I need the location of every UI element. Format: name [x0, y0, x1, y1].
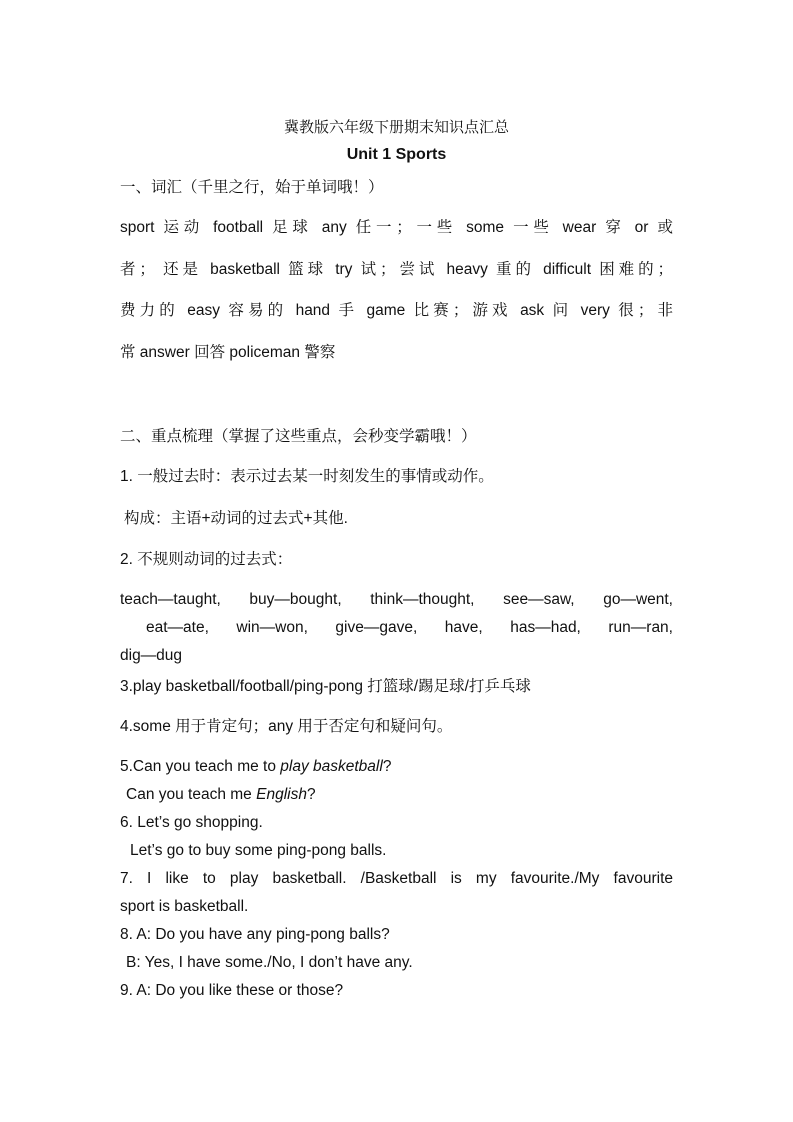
point-6: 6. Let’s go shopping. [120, 814, 263, 831]
point-8-answer: B: Yes, I have some./No, I don’t have any. [126, 954, 413, 971]
document-title: 冀教版六年级下册期末知识点汇总 [283, 118, 509, 136]
vocab-line-4: 常 answer 回答 policeman 警察 [120, 344, 336, 361]
point-9: 9. A: Do you like these or those? [120, 982, 344, 999]
verbs-line-2: eat—ate, win—won, give—gave, have, has—had, run—ran, [146, 619, 673, 636]
points-heading: 二、重点梳理（掌握了这些重点，会秒变学霸哦！） [120, 427, 477, 445]
point-5 [120, 757, 673, 777]
point-7-line-1: 7. I like to play basketball. /Basketball is my favourite./My favourite [120, 870, 673, 887]
point-5b-text: Can you teach me [126, 786, 257, 803]
point-7-line-2: sport is basketball. [120, 898, 249, 915]
vocab-line-2: 者； 还是 basketball 篮球 try 试；尝试 heavy 重的 difficult 困难的； [120, 261, 673, 278]
vocab-heading: 一、词汇（千里之行，始于单词哦！） [120, 178, 384, 196]
point-5b-end: ? [306, 786, 316, 803]
point-4: 4.some 用于肯定句；any 用于否定句和疑问句。 [120, 718, 453, 735]
vocab-line-3: 费力的 easy 容易的 hand 手 game 比赛；游戏 ask 问 very 很；非 [120, 302, 673, 319]
point-2: 2. 不规则动词的过去式： [120, 551, 293, 568]
vocab-line-1: sport 运动 football 足球 any 任一；一些 some 一些 wear 穿 or 或 [120, 219, 673, 236]
point-5b-emphasis: English [256, 786, 307, 803]
point-5-text: 5.Can you teach me to [120, 758, 281, 775]
verbs-line-3: dig—dug [120, 647, 183, 664]
point-6-example: Let’s go to buy some ping-pong balls. [130, 842, 387, 859]
point-5-end: ? [382, 758, 392, 775]
point-1-structure: 构成：主语+动词的过去式+其他. [124, 510, 348, 527]
point-5-example [120, 785, 679, 805]
point-8: 8. A: Do you have any ping-pong balls? [120, 926, 390, 943]
point-5-emphasis: play basketball [280, 758, 383, 775]
unit-title: Unit 1 Sports [346, 146, 447, 163]
verbs-line-1: teach—taught, buy—bought, think—thought, see—saw, go—went, [120, 591, 673, 608]
point-1: 1. 一般过去时：表示过去某一时刻发生的事情或动作。 [120, 468, 494, 485]
point-3: 3.play basketball/football/ping-pong 打篮球/踢足球/打乒乓球 [120, 678, 531, 695]
